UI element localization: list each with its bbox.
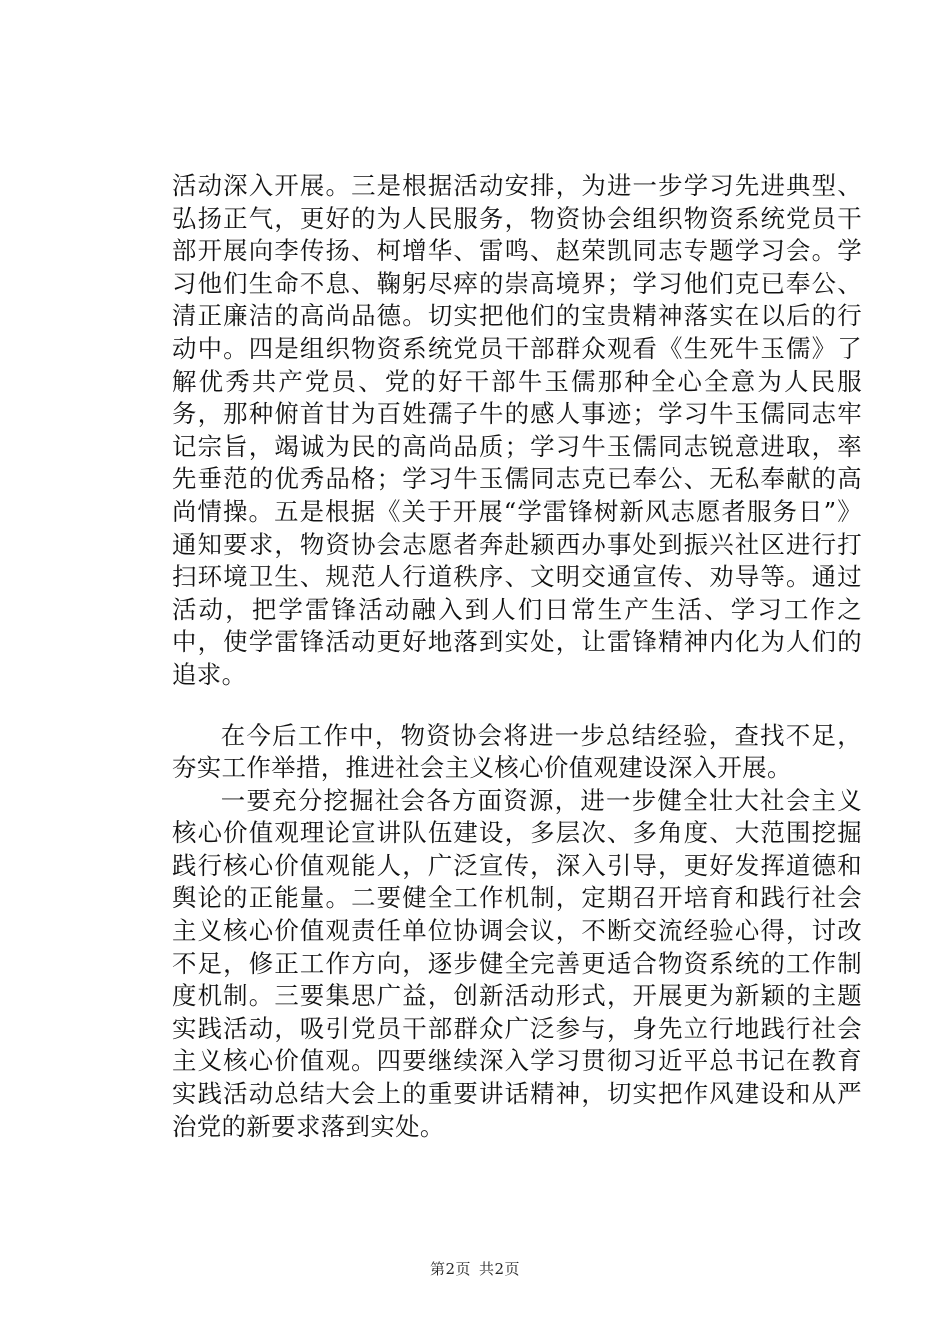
page-number-total: 共2页 [479, 1260, 521, 1278]
page-number-current: 第2页 [429, 1260, 471, 1278]
paragraph-gap [172, 692, 862, 720]
paragraph-future-work-intro: 在今后工作中，物资协会将进一步总结经验，查找不足，夯实工作举措，推进社会主义核心价值观建设深入开展。 [172, 720, 862, 783]
document-body [172, 170, 862, 1143]
paragraph-future-work-measures: 一要充分挖掘社会各方面资源，进一步健全壮大社会主义核心价值观理论宣讲队伍建设，多层次、多角度、大范围挖掘践行核心价值观能人，广泛宣传，深入引导，更好发挥道德和舆论的正能量。二要健全工作机制，定期召开培育和践行社会主义核心价值观责任单位协调会议，不断交流经验心得，讨改不足，修正工作方向，逐步健全完善更适合物资系统的工作制度机制。三要集思广益，创新活动形式，开展更为新颖的主题实践活动，吸引党员干部群众广泛参与，身先立行地践行社会主义核心价值观。四要继续深入学习贯彻习近平总书记在教育实践活动总结大会上的重要讲话精神，切实把作风建设和从严治党的新要求落到实处。 [172, 785, 862, 1141]
paragraph-activities: 活动深入开展。三是根据活动安排，为进一步学习先进典型、弘扬正气，更好的为人民服务，物资协会组织物资系统党员干部开展向李传扬、柯增华、雷鸣、赵荣凯同志专题学习会。学习他们生命不息、鞠躬尽瘁的崇高境界；学习他们克已奉公、清正廉洁的高尚品德。切实把他们的宝贵精神落实在以后的行动中。四是组织物资系统党员干部群众观看《生死牛玉儒》了解优秀共产党员、党的好干部牛玉儒那种全心全意为人民服务，那种俯首甘为百姓孺子牛的感人事迹；学习牛玉儒同志牢记宗旨，竭诚为民的高尚品质；学习牛玉儒同志锐意进取，率先垂范的优秀品格；学习牛玉儒同志克已奉公、无私奉献的高尚情操。五是根据《关于开展“学雷锋树新风志愿者服务日”》通知要求，物资协会志愿者奔赴颍西办事处到振兴社区进行打扫环境卫生、规范人行道秩序、文明交通宣传、劝导等。通过活动，把学雷锋活动融入到人们日常生产生活、学习工作之中，使学雷锋活动更好地落到实处，让雷锋精神内化为人们的追求。 [172, 171, 862, 689]
page-footer [0, 1258, 950, 1279]
